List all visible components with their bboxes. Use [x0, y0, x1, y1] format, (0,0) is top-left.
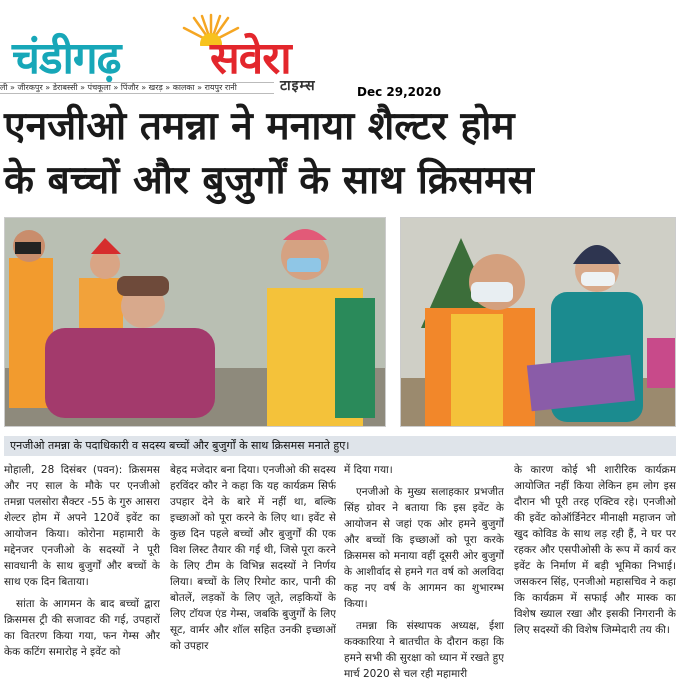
photo-caption: एनजीओ तमन्ना के पदाधिकारी व सदस्य बच्चों और बुजुर्गों के साथ क्रिसमस मनाते हुए।: [4, 436, 676, 456]
photo-elderly-celebration: [4, 217, 386, 427]
article-paragraph: सांता के आगमन के बाद बच्चों द्वारा क्रिसमस ट्री की सजावट की गई, उपहारों का वितरण किया गया, फन गेम्स और केक कटिंग समारोह ने इवेंट को: [4, 598, 160, 658]
article-paragraph: एनजीओ के मुख्य सलाहकार प्रभजीत सिंह ग्रोवर ने बताया कि इस इवेंट के आयोजन से जहां एक ओर हमने बुजुर्गों और बच्चों कि इच्छाओं को पूरा करके क्रिसमस को मनाया वहीं दूसरी ओर बुजुर्गों के आशीर्वाद से हमने गत वर्ष को अलविदा कह नए वर्ष के आगमन का शुभारम्भ किया।: [344, 486, 504, 610]
logo-word-savera: सवेरा: [210, 33, 291, 84]
headline: [4, 100, 676, 208]
article-column-2: [170, 462, 336, 691]
article-column-3: [344, 462, 504, 691]
photo-left-illustration: [5, 218, 386, 427]
article-column-1: [4, 462, 160, 691]
newspaper-logo: [12, 8, 342, 84]
city-strip: ली » जीरकपुर » डेराबस्सी » पंचकूला » पिंजौर » खरड़ » कालका » रायपुर रानी: [0, 82, 274, 94]
article-paragraph: बेहद मजेदार बना दिया। एनजीओ की सदस्य हरविंदर कौर ने कहा कि यह कार्यक्रम सिर्फ उपहार देने के बारे में नहीं था, बल्कि इच्छाओं को पूरा करने के लिए था। इवेंट से कुछ दिन पहले बच्चों और बुजुर्गों की एक विश लिस्ट तैयार की गई थी, जिसे पूरा करने के लिए टीम के विभिन्न सदस्यों ने निर्णय लिया। बच्चों के लिए रिमोट कार, पानी की बोतलें, लड़कों के लिए जूते, लड़कियों के लिए टॉयज एंड गेम्स, जबकि बुजुर्गों के लिए सूट, वार्मर और शॉल सहित उनकी इच्छाओं को उपहार: [170, 464, 336, 652]
masthead: [0, 0, 678, 99]
publication-date: Dec 29,2020: [357, 85, 442, 99]
article-paragraph: तमन्ना कि संस्थापक अध्यक्ष, ईशा कक्कारिया ने बातचीत के दौरान कहा कि हमने सभी की सुरक्षा को ध्यान में रखते हुए मार्च 2020 से चल रही महामारी: [344, 620, 504, 680]
article-paragraph: मोहाली, 28 दिसंबर (पवन): क्रिसमस और नए साल के मौके पर एनजीओ तमन्ना पलसोरा सैक्टर -55 के गुरु आसरा शेल्टर होम में अपने 120वें इवेंट का आयोजन किया। कोरोना महामारी के मद्देनजर एनजीओ के सदस्यों ने पूरी सावधानी के साथ बुजुर्गों और बच्चों के साथ एक दिन बिताया।: [4, 464, 160, 588]
headline-line-1: एनजीओ तमन्ना ने मनाया शैल्टर होम: [4, 104, 515, 149]
headline-line-2: के बच्चों और बुजुर्गों के साथ क्रिसमस: [4, 158, 534, 203]
article-paragraph: के कारण कोई भी शारीरिक कार्यक्रम आयोजित नहीं किया लेकिन हम लोग इस दौरान भी पूरी तरह एक्टिव रहे। एनजीओ की इवेंट कोऑर्डिनेटर मीनाक्षी महाजन जो खुद कोविड के साथ लड़ रही हैं, ने घर पर रहकर और एसपीओसी के रूप में कार्य कर इवेंट के निर्माण में बड़ी भूमिका निभाई। जसकरन सिंह, एनजीओ महासचिव ने कहा कि कार्यक्रम में सफाई और मास्क का विशेष ख्याल रखा और इसकी निगरानी के लिए सदस्यों की विशेष जिम्मेदारी तय की।: [514, 464, 676, 636]
article-column-4: [514, 462, 676, 691]
logo-word-chandigarh: चंडीगढ़: [12, 33, 121, 84]
article-paragraph: में दिया गया।: [344, 464, 393, 476]
photo-right-illustration: [401, 218, 676, 427]
photo-children-celebration: [400, 217, 676, 427]
logo-word-times: टाइम्स: [280, 78, 316, 94]
